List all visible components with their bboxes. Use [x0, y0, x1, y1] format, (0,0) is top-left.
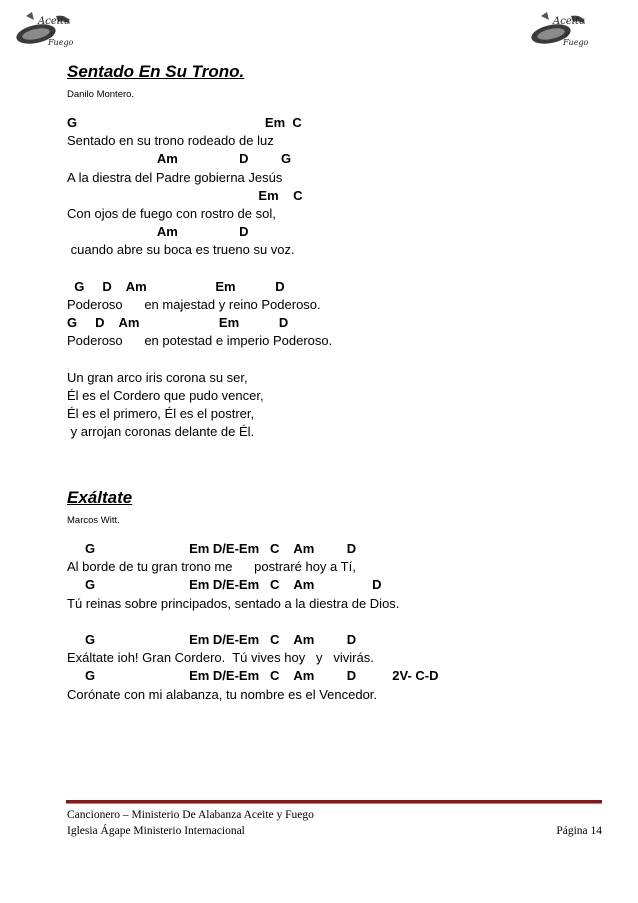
chord-line: Am D G: [67, 151, 292, 167]
blank-line: [67, 350, 607, 368]
blank-line: [67, 613, 612, 631]
lyric-line: Poderoso en majestad y reino Poderoso.: [67, 296, 321, 312]
page-number: Página 14: [556, 824, 602, 837]
aceite-y-fuego-logo-icon: [527, 10, 589, 48]
footer-rule: [66, 800, 602, 804]
song-author: Marcos Witt.: [67, 515, 120, 526]
lyric-line: Sentado en su trono rodeado de luz: [67, 133, 274, 149]
lyric-line: Un gran arco iris corona su ser,: [67, 369, 248, 385]
lyric-line: Con ojos de fuego con rostro de sol,: [67, 205, 276, 221]
svg-text:y: y: [50, 30, 54, 38]
lyric-line: Corónate con mi alabanza, tu nombre es el Vencedor.: [67, 686, 378, 702]
svg-text:Fuego: Fuego: [48, 38, 74, 47]
lyric-line: Poderoso en potestad e imperio Poderoso.: [67, 333, 333, 349]
lyric-line: Él es el Cordero que pudo vencer,: [67, 387, 264, 403]
footer: [67, 808, 602, 839]
logo-right: [527, 10, 589, 48]
svg-text:Aceite: Aceite: [38, 16, 70, 27]
lyric-line: Al borde de tu gran trono me postraré hoy a Tí,: [67, 559, 356, 575]
song-body: [67, 540, 612, 704]
logo-left: [12, 10, 74, 48]
lyric-line: y arrojan coronas delante de Él.: [67, 424, 255, 440]
song-title: Exáltate: [67, 488, 133, 507]
footer-line-1: Cancionero – Ministerio De Alabanza Aceite y Fuego: [67, 809, 314, 821]
blank-line: [67, 260, 607, 278]
svg-text:y: y: [565, 30, 569, 38]
chord-line: G D Am Em D: [67, 315, 289, 331]
chord-line: G Em C: [67, 115, 302, 130]
chord-line: G Em D/E-Em C Am D: [67, 541, 357, 556]
song-body: [67, 114, 607, 441]
lyric-line: Él es el primero, Él es el postrer,: [67, 406, 255, 421]
aceite-y-fuego-logo-icon: [12, 10, 74, 48]
footer-line-2: Iglesia Ágape Ministerio Internacional: [67, 824, 245, 837]
song-title: Sentado En Su Trono.: [67, 62, 245, 81]
song-author: Danilo Montero.: [67, 89, 135, 100]
chord-line: G Em D/E-Em C Am D: [67, 577, 382, 593]
chord-line: G Em D/E-Em C Am D: [67, 631, 357, 647]
song-1: [67, 62, 607, 441]
song-2: [67, 488, 612, 704]
svg-text:Aceite: Aceite: [553, 16, 585, 27]
lyric-line: A la diestra del Padre gobierna Jesús: [67, 169, 283, 185]
chord-line: G Em D/E-Em C Am D 2V- C-D: [67, 668, 439, 684]
chord-line: Am D: [67, 224, 249, 240]
chord-line: G D Am Em D: [67, 278, 285, 294]
chord-line: Em C: [67, 187, 303, 203]
lyric-line: Tú reinas sobre principados, sentado a la diestra de Dios.: [67, 595, 400, 611]
svg-text:Fuego: Fuego: [563, 38, 589, 47]
lyric-line: cuando abre su boca es trueno su voz.: [67, 242, 295, 258]
lyric-line: Exáltate ioh! Gran Cordero. Tú vives hoy y vivirás.: [67, 650, 374, 666]
